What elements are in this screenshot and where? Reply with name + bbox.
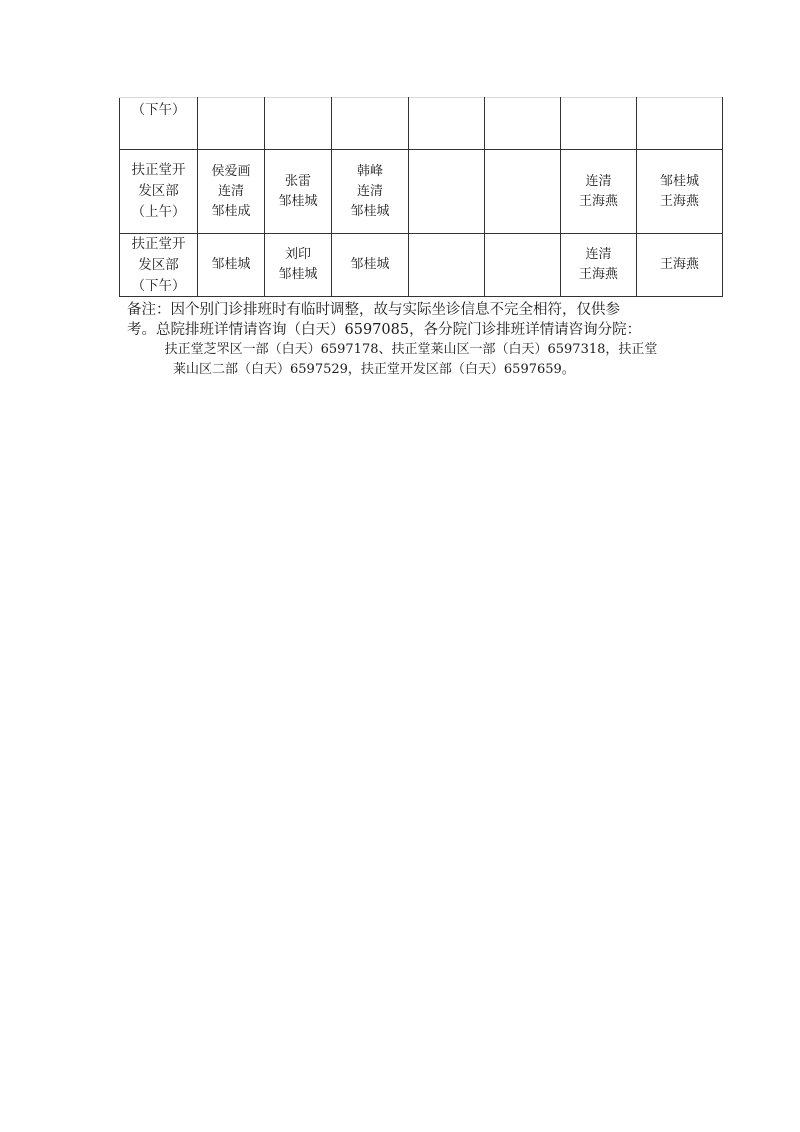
schedule-cell (485, 98, 561, 150)
doctor-name: 连清 (217, 183, 244, 199)
schedule-cell (637, 234, 723, 297)
schedule-cell (637, 98, 723, 150)
schedule-note (119, 300, 699, 380)
schedule-table (119, 97, 723, 297)
doctor-name: 邹桂城 (278, 193, 318, 209)
row-label-line: 发区部 (138, 183, 179, 199)
row-label-cell (120, 234, 198, 297)
schedule-cell (485, 150, 561, 234)
doctor-name: 王海燕 (659, 257, 699, 272)
row-label-line: （下午） (131, 277, 186, 294)
doctor-name: 刘印 (284, 247, 311, 262)
note-line: 考。总院排班详情请咨询（白天）6597085，各分院门诊排班详情请咨询分院： (127, 322, 642, 338)
row-label-line: 扶正堂开 (131, 162, 186, 178)
schedule-cell (561, 150, 637, 234)
row-label-cell (120, 150, 198, 234)
schedule-cell (332, 234, 409, 297)
schedule-cell (265, 98, 332, 150)
table-row (120, 98, 723, 150)
schedule-cell (409, 150, 485, 234)
doctor-name: 邹桂城 (278, 267, 318, 282)
row-label-line: 扶正堂开 (131, 235, 186, 252)
schedule-cell (198, 150, 265, 234)
schedule-cell (561, 98, 637, 150)
schedule-cell (198, 234, 265, 297)
row-label-cell (120, 98, 198, 150)
doctor-name: 王海燕 (659, 193, 699, 209)
table-row (120, 150, 723, 234)
doctor-name: 连清 (585, 247, 612, 262)
schedule-cell (332, 150, 409, 234)
doctor-name: 连清 (356, 183, 383, 199)
schedule-cell (561, 234, 637, 297)
doctor-name: 邹桂城 (659, 173, 699, 189)
doctor-name: 韩峰 (356, 163, 383, 179)
row-label-line: （下午） (131, 102, 186, 118)
schedule-cell (198, 98, 265, 150)
row-label-line: 发区部 (138, 256, 179, 273)
doctor-name: 王海燕 (578, 193, 618, 209)
doctor-name: 邹桂城 (350, 257, 390, 272)
schedule-cell (637, 150, 723, 234)
row-label-line: （上午） (131, 204, 186, 220)
note-line: 莱山区二部（白天）6597529，扶正堂开发区部（白天）6597659。 (173, 362, 575, 377)
doctor-name: 侯爱画 (211, 163, 251, 179)
doctor-name: 连清 (585, 173, 612, 189)
schedule-cell (485, 234, 561, 297)
schedule-cell (265, 234, 332, 297)
doctor-name: 邹桂城 (211, 257, 251, 272)
schedule-cell (332, 98, 409, 150)
schedule-cell (265, 150, 332, 234)
doctor-name: 邹桂城 (350, 203, 390, 219)
doctor-name: 张雷 (284, 173, 311, 189)
doctor-name: 王海燕 (578, 267, 618, 282)
table-row (120, 234, 723, 297)
schedule-cell (409, 98, 485, 150)
schedule-cell (409, 234, 485, 297)
doctor-name: 邹桂成 (211, 203, 251, 219)
note-line: 备注：因个别门诊排班时有临时调整，故与实际坐诊信息不完全相符，仅供参 (127, 302, 620, 318)
note-line: 扶正堂芝罘区一部（白天）6597178、扶正堂莱山区一部（白天）6597318，扶正堂 (164, 342, 658, 357)
